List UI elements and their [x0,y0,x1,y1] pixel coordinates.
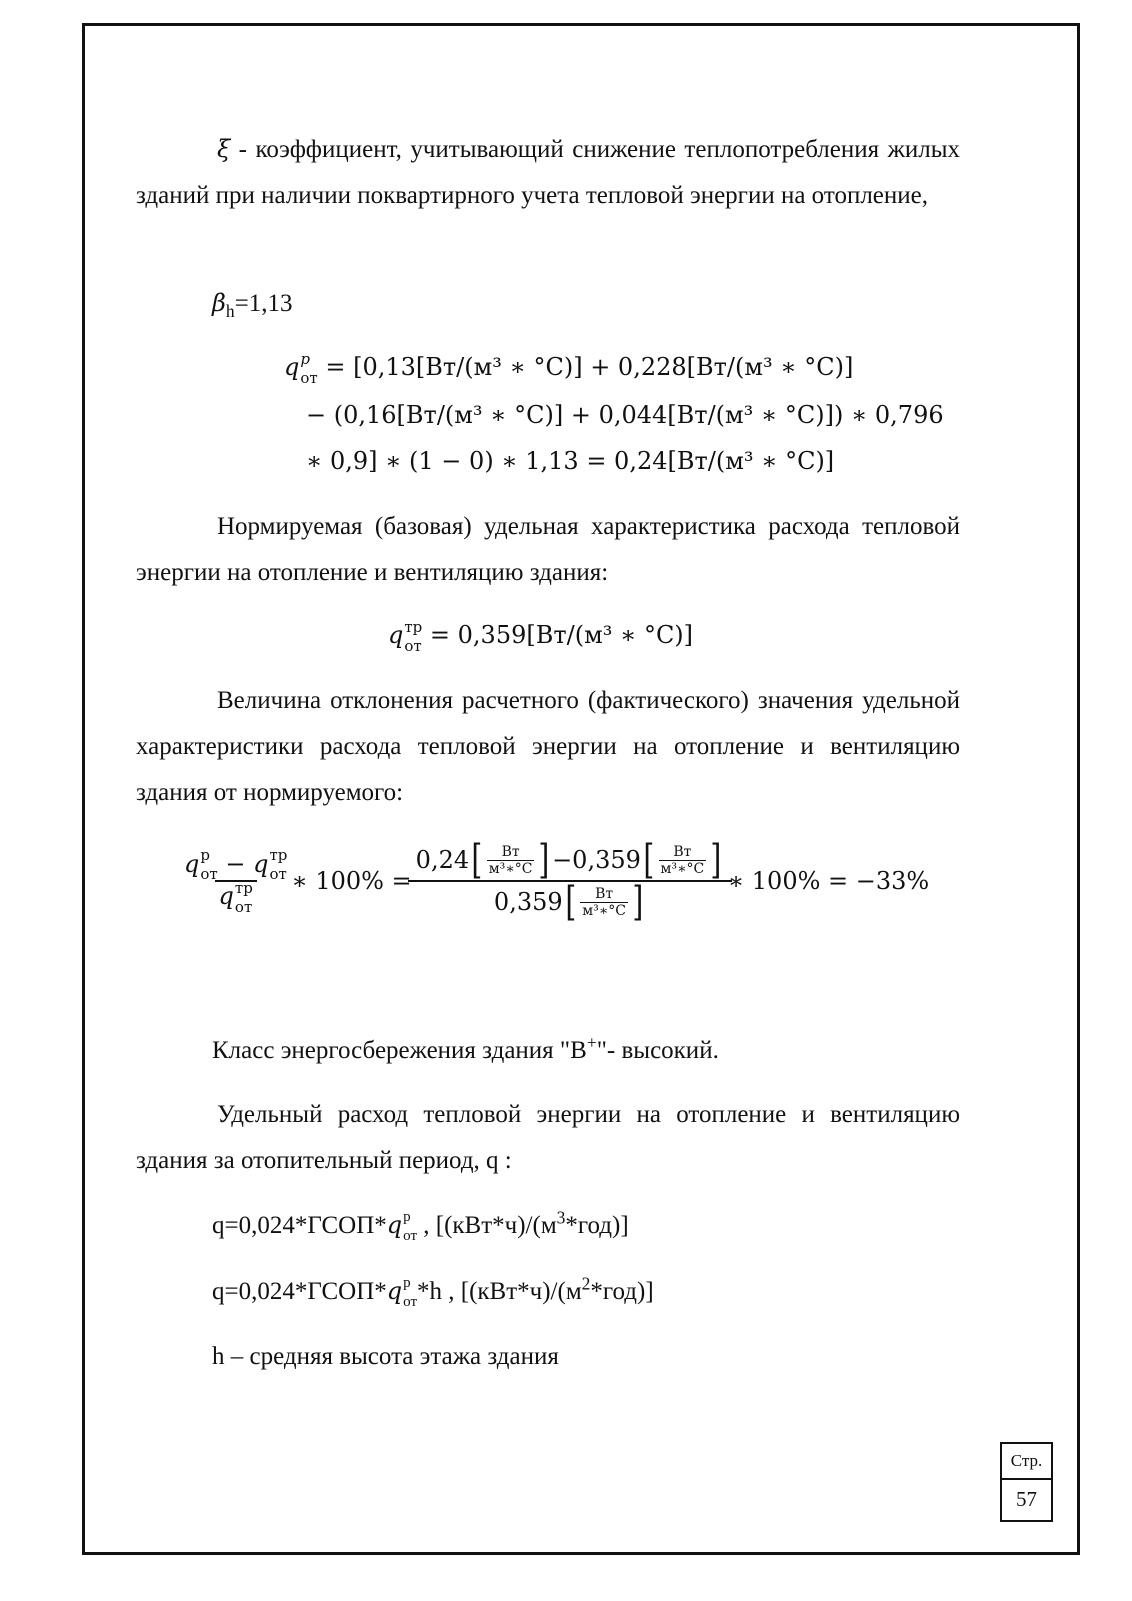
unit-fraction [487,844,535,877]
formula2-rhs: = 0,359[Вт/(м³ ∗ °С)] [422,621,694,649]
page-number-box [1000,1480,1053,1522]
page-label: Стр. [1010,1451,1043,1470]
q-subscript: от [269,865,287,883]
q-subscript: от [200,865,218,883]
deviation-numerator [180,846,291,883]
formula5-suffix: *h , [(кВт*ч)/(м [417,1278,582,1305]
q-subscript: от [404,636,422,655]
minus-sign: − [552,846,573,874]
q-indices [300,349,318,387]
q-superscript: тр [404,617,423,636]
unit-numerator: Вт [595,885,614,902]
deviation-text: Величина отклонения расчетного (фактического) значения удельной характеристики расхода тепловой энергии на отопление и вентиляцию здания от нормируемого: [136,687,960,806]
q-symbol: q [386,1211,403,1239]
q-symbol: q [184,849,200,878]
left-bracket: [ [564,879,576,925]
q-symbol: q [388,621,404,649]
formula5-prefix: q=0,024*ГСОП* [212,1278,387,1305]
minus-sign: − [217,849,254,878]
value-den: 0,359 [493,888,563,916]
energy-class-after: "- высокий. [596,1037,719,1064]
unit-fraction [659,844,707,877]
q-superscript: р [200,846,210,864]
xi-definition-text: - коэффициент, учитывающий снижение теплопотребления жилых зданий при наличии поквартирного учета тепловой энергии на отопление, [136,136,960,209]
page-number: 57 [1016,1487,1037,1511]
q-indices [404,617,423,655]
height-definition-text: h – средняя высота этажа здания [212,1343,559,1370]
unit-denominator: м³∗°С [488,860,533,877]
q-superscript: р [403,1275,411,1292]
value-numerator [412,837,728,883]
deviation-fraction [180,846,291,916]
formula4 [212,1202,629,1249]
energy-class-before: Класс энергосбережения здания "В [212,1037,587,1064]
formula3-result: ∗ 100% = −33% [727,867,930,895]
unit-denominator: м³∗°С [582,902,626,919]
right-bracket: ] [710,837,722,883]
formula1-line1-text: = [0,13[Вт/(м³ ∗ °С)] + 0,228[Вт/(м³ ∗ °С)] [317,353,854,381]
q-subscript: от [300,368,318,387]
value-b: 0,359 [572,846,641,874]
left-bracket: [ [471,837,483,883]
formula3 [180,837,930,925]
right-bracket: ] [632,879,644,925]
q-indices [403,1209,417,1245]
q-symbol: q [253,849,269,878]
paragraph-deviation [136,678,960,816]
formula4-prefix: q=0,024*ГСОП* [212,1212,387,1239]
specific-consumption-text: Удельный расход тепловой энергии на отопление и вентиляцию здания за отопительный период, q : [136,1101,960,1174]
beta-subscript: h [225,301,235,321]
value-denominator [408,879,732,925]
formula1-line2-text: − (0,16[Вт/(м³ ∗ °С)] + 0,044[Вт/(м³ ∗ °С)]) ∗ 0,796 [306,401,944,429]
formula1-line1 [284,349,854,387]
unit-denominator: м³∗°С [660,860,705,877]
left-bracket: [ [643,837,655,883]
formula1-line3 [306,446,834,476]
unit-fraction [580,886,628,919]
beta-symbol: β [212,289,226,317]
formula4-suffix: , [(кВт*ч)/(м [417,1212,557,1239]
q-indices [200,846,218,883]
right-bracket: ] [538,837,550,883]
q-superscript: p [300,349,310,368]
value-fraction [412,837,728,925]
formula1-line2 [306,400,944,430]
q-symbol: q [386,1277,403,1305]
unit-numerator: Вт [673,843,692,860]
q-indices [234,878,253,916]
page-label-box [1000,1442,1053,1480]
value-a: 0,24 [415,846,470,874]
q-symbol: q [284,353,300,381]
energy-class-line [212,1028,719,1074]
q-superscript: р [403,1209,411,1226]
normative-text: Нормируемая (базовая) удельная характеристика расхода тепловой энергии на отопление и вентиляцию здания: [136,513,960,586]
energy-class-sup: + [586,1032,597,1053]
height-definition [212,1334,559,1380]
q-indices [403,1275,417,1311]
paragraph-normative [136,504,960,596]
unit-numerator: Вт [501,843,520,860]
q-superscript: тр [269,846,288,864]
formula4-end: *год)] [565,1212,629,1239]
q-indices [269,846,288,883]
q-symbol: q [218,882,234,910]
times-100-equals: ∗ 100% = [291,867,412,895]
beta-value: =1,13 [234,290,293,317]
formula1-line3-text: ∗ 0,9] ∗ (1 − 0) ∗ 1,13 = 0,24[Вт/(м³ ∗ °С)] [306,447,835,475]
beta-line [212,280,292,327]
q-superscript: тр [234,878,253,897]
paragraph-xi-definition [136,126,960,219]
q-subscript: от [403,1228,417,1245]
formula4-power: 3 [556,1207,566,1228]
paragraph-specific-consumption [136,1092,960,1184]
formula2 [388,617,694,655]
formula5-end: *год)] [590,1278,654,1305]
deviation-denominator [215,878,257,916]
xi-symbol: ξ [217,135,231,163]
q-subscript: от [403,1294,417,1311]
q-subscript: от [234,897,253,916]
formula5 [212,1268,654,1315]
formula5-power: 2 [581,1273,591,1294]
